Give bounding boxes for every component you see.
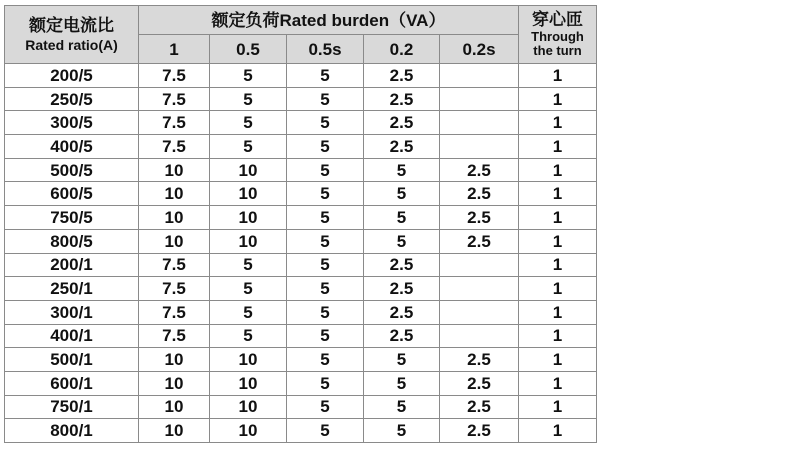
cell-class-0-5s: 5 (287, 300, 364, 324)
cell-class-0-5s: 5 (287, 348, 364, 372)
cell-through-turn: 1 (519, 419, 597, 443)
cell-class-1: 7.5 (139, 111, 210, 135)
header-rated-ratio-cn: 额定电流比 (29, 16, 114, 35)
cell-class-0-2: 2.5 (364, 277, 440, 301)
cell-rated-ratio: 800/5 (5, 229, 139, 253)
cell-through-turn: 1 (519, 158, 597, 182)
cell-through-turn: 1 (519, 206, 597, 230)
cell-class-0-5: 10 (210, 158, 287, 182)
cell-class-0-5s: 5 (287, 158, 364, 182)
cell-class-1: 7.5 (139, 64, 210, 88)
cell-through-turn: 1 (519, 111, 597, 135)
cell-rated-ratio: 200/5 (5, 64, 139, 88)
cell-class-0-2: 5 (364, 206, 440, 230)
cell-class-1: 10 (139, 371, 210, 395)
cell-class-0-2: 5 (364, 419, 440, 443)
cell-class-0-5: 5 (210, 300, 287, 324)
cell-class-0-5s: 5 (287, 87, 364, 111)
cell-through-turn: 1 (519, 229, 597, 253)
cell-class-1: 10 (139, 158, 210, 182)
cell-rated-ratio: 500/5 (5, 158, 139, 182)
cell-class-0-2s (440, 253, 519, 277)
header-through-turn-cn: 穿心匝 (532, 10, 583, 30)
header-through-turn-en-line2: the turn (533, 43, 582, 58)
table-row (5, 111, 597, 135)
header-through-turn (519, 6, 597, 64)
cell-class-0-5s: 5 (287, 182, 364, 206)
cell-class-0-5: 5 (210, 111, 287, 135)
cell-class-0-5: 10 (210, 395, 287, 419)
cell-rated-ratio: 250/5 (5, 87, 139, 111)
table-row (5, 253, 597, 277)
cell-through-turn: 1 (519, 277, 597, 301)
cell-class-0-5s: 5 (287, 64, 364, 88)
cell-class-1: 7.5 (139, 324, 210, 348)
cell-class-0-5s: 5 (287, 324, 364, 348)
cell-through-turn: 1 (519, 324, 597, 348)
cell-class-0-2s: 2.5 (440, 229, 519, 253)
cell-class-0-5: 5 (210, 87, 287, 111)
cell-class-0-5: 5 (210, 135, 287, 159)
rated-burden-table (4, 5, 597, 443)
table-row (5, 87, 597, 111)
cell-class-0-5s: 5 (287, 395, 364, 419)
header-rated-ratio-en: Rated ratio(A) (25, 37, 118, 53)
header-rated-burden: 额定负荷Rated burden（VA） (139, 6, 519, 35)
cell-class-1: 10 (139, 395, 210, 419)
cell-through-turn: 1 (519, 300, 597, 324)
cell-class-0-2: 5 (364, 395, 440, 419)
cell-rated-ratio: 300/5 (5, 111, 139, 135)
cell-class-0-2s: 2.5 (440, 395, 519, 419)
cell-class-0-5s: 5 (287, 206, 364, 230)
cell-class-0-2s: 2.5 (440, 182, 519, 206)
cell-rated-ratio: 600/1 (5, 371, 139, 395)
cell-through-turn: 1 (519, 182, 597, 206)
cell-class-0-2: 2.5 (364, 87, 440, 111)
header-class-0-2: 0.2 (364, 35, 440, 64)
header-through-turn-en (519, 30, 596, 57)
cell-class-0-5: 10 (210, 371, 287, 395)
cell-class-1: 7.5 (139, 253, 210, 277)
cell-class-0-5s: 5 (287, 229, 364, 253)
cell-class-0-2: 5 (364, 348, 440, 372)
cell-through-turn: 1 (519, 253, 597, 277)
cell-rated-ratio: 750/5 (5, 206, 139, 230)
cell-rated-ratio: 400/1 (5, 324, 139, 348)
cell-through-turn: 1 (519, 64, 597, 88)
cell-class-0-5s: 5 (287, 135, 364, 159)
cell-class-0-2: 2.5 (364, 64, 440, 88)
cell-rated-ratio: 600/5 (5, 182, 139, 206)
cell-class-0-2: 5 (364, 371, 440, 395)
cell-class-0-2s (440, 87, 519, 111)
cell-rated-ratio: 750/1 (5, 395, 139, 419)
cell-class-1: 7.5 (139, 87, 210, 111)
header-class-0-5: 0.5 (210, 35, 287, 64)
cell-through-turn: 1 (519, 395, 597, 419)
cell-class-1: 7.5 (139, 135, 210, 159)
cell-class-0-2s (440, 300, 519, 324)
cell-class-0-2s (440, 324, 519, 348)
header-rated-ratio (5, 6, 139, 64)
cell-class-0-2: 5 (364, 182, 440, 206)
table-header (5, 6, 597, 64)
header-class-0-2s: 0.2s (440, 35, 519, 64)
cell-class-0-2s (440, 135, 519, 159)
table-row (5, 206, 597, 230)
cell-class-0-5: 10 (210, 348, 287, 372)
cell-class-1: 10 (139, 182, 210, 206)
cell-class-0-2s (440, 277, 519, 301)
table-row (5, 182, 597, 206)
header-class-1: 1 (139, 35, 210, 64)
cell-class-0-5s: 5 (287, 371, 364, 395)
cell-class-0-2: 2.5 (364, 300, 440, 324)
cell-class-0-2: 2.5 (364, 135, 440, 159)
header-through-turn-en-line1: Through (531, 29, 584, 45)
table-row (5, 158, 597, 182)
cell-class-0-2s (440, 64, 519, 88)
cell-class-1: 7.5 (139, 300, 210, 324)
table-row (5, 229, 597, 253)
cell-class-0-5: 10 (210, 419, 287, 443)
cell-class-1: 10 (139, 229, 210, 253)
cell-class-0-2: 2.5 (364, 253, 440, 277)
table-row (5, 395, 597, 419)
table-row (5, 277, 597, 301)
header-class-0-5s: 0.5s (287, 35, 364, 64)
table-row (5, 348, 597, 372)
cell-class-0-2s (440, 111, 519, 135)
cell-class-0-2s: 2.5 (440, 158, 519, 182)
cell-class-0-2: 5 (364, 229, 440, 253)
cell-class-0-5: 10 (210, 229, 287, 253)
cell-class-0-2: 2.5 (364, 324, 440, 348)
cell-class-0-2: 5 (364, 158, 440, 182)
cell-rated-ratio: 800/1 (5, 419, 139, 443)
cell-class-0-5s: 5 (287, 277, 364, 301)
table-body (5, 64, 597, 443)
cell-through-turn: 1 (519, 348, 597, 372)
table-row (5, 135, 597, 159)
cell-rated-ratio: 250/1 (5, 277, 139, 301)
table-row (5, 324, 597, 348)
cell-rated-ratio: 500/1 (5, 348, 139, 372)
cell-rated-ratio: 400/5 (5, 135, 139, 159)
table-row (5, 371, 597, 395)
cell-class-1: 7.5 (139, 277, 210, 301)
cell-class-0-5: 5 (210, 64, 287, 88)
cell-through-turn: 1 (519, 135, 597, 159)
cell-class-0-5: 10 (210, 182, 287, 206)
cell-through-turn: 1 (519, 371, 597, 395)
table-row (5, 419, 597, 443)
cell-class-0-5: 5 (210, 253, 287, 277)
cell-class-0-2s: 2.5 (440, 206, 519, 230)
cell-class-0-2s: 2.5 (440, 348, 519, 372)
cell-rated-ratio: 200/1 (5, 253, 139, 277)
cell-class-0-2s: 2.5 (440, 419, 519, 443)
cell-class-0-5s: 5 (287, 253, 364, 277)
table-row (5, 300, 597, 324)
cell-class-0-5: 5 (210, 324, 287, 348)
cell-class-0-5: 5 (210, 277, 287, 301)
cell-class-1: 10 (139, 206, 210, 230)
cell-class-1: 10 (139, 419, 210, 443)
cell-class-0-2: 2.5 (364, 111, 440, 135)
cell-rated-ratio: 300/1 (5, 300, 139, 324)
cell-through-turn: 1 (519, 87, 597, 111)
cell-class-0-5s: 5 (287, 111, 364, 135)
cell-class-0-2s: 2.5 (440, 371, 519, 395)
cell-class-1: 10 (139, 348, 210, 372)
cell-class-0-5: 10 (210, 206, 287, 230)
table-row (5, 64, 597, 88)
cell-class-0-5s: 5 (287, 419, 364, 443)
